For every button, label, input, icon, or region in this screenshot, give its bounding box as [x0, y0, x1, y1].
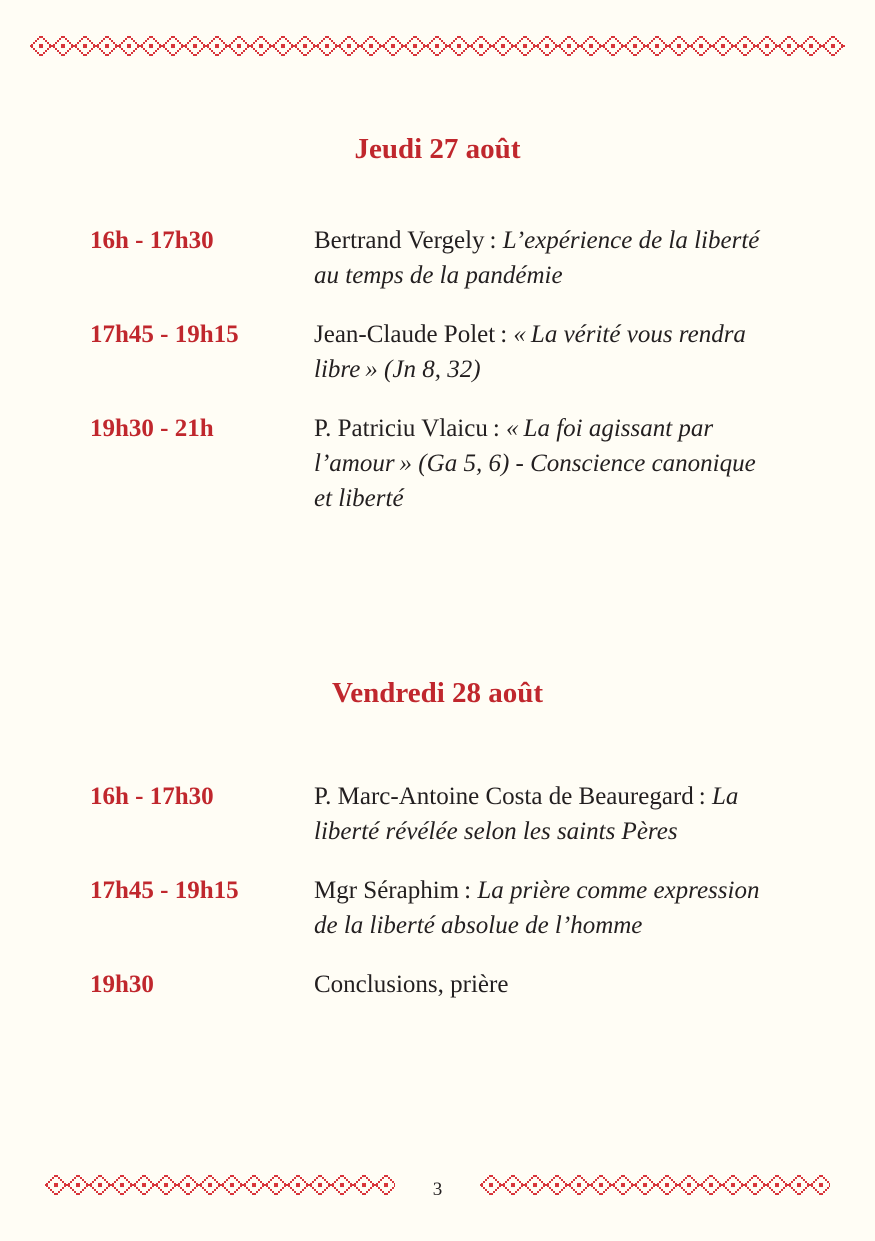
session-title: La liberté révélée selon les saints Pères — [314, 783, 739, 845]
session-time: 17h45 - 19h15 — [90, 321, 239, 348]
session-description — [314, 967, 769, 1002]
session-time: 16h - 17h30 — [90, 783, 214, 810]
session-row — [90, 873, 790, 943]
session-description — [314, 411, 769, 516]
session-description — [314, 317, 769, 387]
session-speaker: Bertrand Vergely : — [314, 227, 503, 254]
session-title: L’expérience de la liberté au temps de la pandémie — [314, 227, 760, 289]
session-time: 17h45 - 19h15 — [90, 877, 239, 904]
day-title-friday: Vendredi 28 août — [331, 677, 544, 709]
session-description — [314, 873, 769, 943]
embroidery-border-top — [30, 35, 845, 57]
session-speaker: Jean-Claude Polet : — [314, 321, 514, 348]
session-speaker: Mgr Séraphim : — [314, 877, 478, 904]
session-row — [90, 317, 790, 387]
session-description — [314, 223, 769, 293]
schedule-thursday — [90, 223, 790, 540]
session-row — [90, 967, 790, 1002]
session-speaker: P. Marc-Antoine Costa de Beauregard : — [314, 783, 712, 810]
session-description — [314, 779, 769, 849]
session-title: « La foi agissant par l’amour » (Ga 5, 6) - Conscience canonique et liberté — [314, 415, 756, 512]
session-row — [90, 223, 790, 293]
session-speaker: P. Patriciu Vlaicu : — [314, 415, 507, 442]
session-time: 16h - 17h30 — [90, 227, 214, 254]
schedule-friday — [90, 779, 790, 1026]
session-title: La prière comme expression de la liberté absolue de l’homme — [314, 877, 760, 939]
session-time: 19h30 - 21h — [90, 415, 214, 442]
session-row — [90, 779, 790, 849]
session-title: « La vérité vous rendra libre » (Jn 8, 32) — [314, 321, 746, 383]
embroidery-border-bottom-right — [480, 1174, 830, 1196]
day-title-thursday: Jeudi 27 août — [354, 133, 521, 165]
page-number: 3 — [432, 1179, 443, 1200]
session-time: 19h30 — [90, 971, 154, 998]
session-row — [90, 411, 790, 516]
session-speaker: Conclusions, prière — [314, 971, 509, 998]
